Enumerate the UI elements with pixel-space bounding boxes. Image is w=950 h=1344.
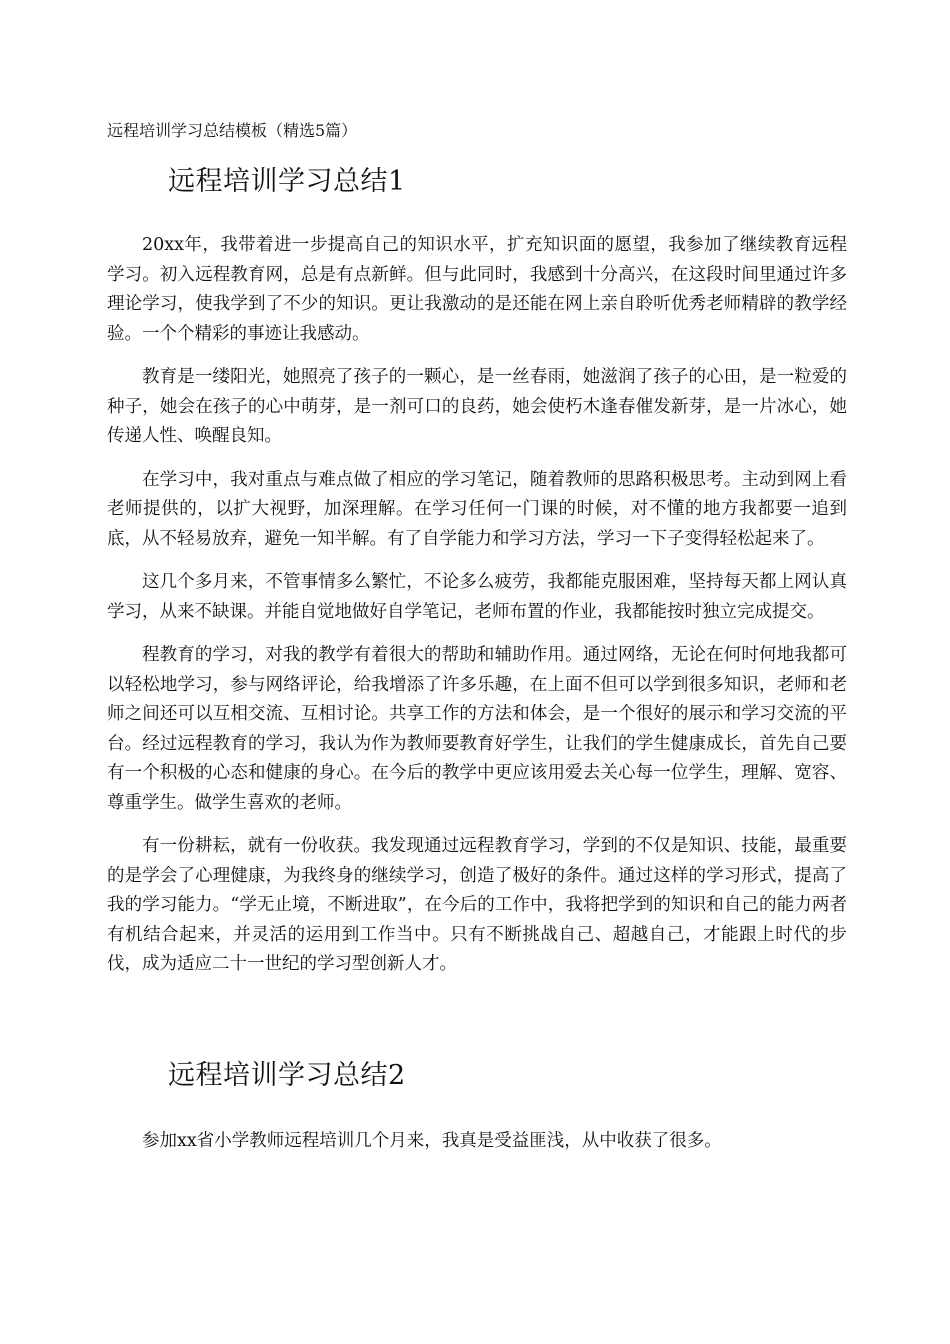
- paragraph: 程教育的学习，对我的教学有着很大的帮助和辅助作用。通过网络，无论在何时何地我都可以轻松地学习，参与网络评论，给我增添了许多乐趣，在上面不但可以学到很多知识，老师和老师之间还可以互相交流、互相讨论。共享工作的方法和体会，是一个很好的展示和学习交流的平台。经过远程教育的学习，我认为作为教师要教育好学生，让我们的学生健康成长，首先自己要有一个积极的心态和健康的身心。在今后的教学中更应该用爱去关心每一位学生，理解、宽容、尊重学生。做学生喜欢的老师。: [107, 645, 847, 813]
- paragraph: 在学习中，我对重点与难点做了相应的学习笔记，随着教师的思路积极思考。主动到网上看老师提供的，以扩大视野，加深理解。在学习任何一门课的时候，对不懂的地方我都要一追到底，从不轻易放弃，避免一知半解。有了自学能力和学习方法，学习一下子变得轻松起来了。: [107, 469, 847, 549]
- paragraph: 教育是一缕阳光，她照亮了孩子的一颗心，是一丝春雨，她滋润了孩子的心田，是一粒爱的种子，她会在孩子的心中萌芽，是一剂可口的良药，她会使朽木逢春催发新芽，是一片冰心，她传递人性、唤醒良知。: [107, 367, 847, 446]
- section-1-body: [107, 231, 847, 994]
- section-2-body: [107, 1127, 847, 1171]
- paragraph: 20xx年，我带着进一步提高自己的知识水平，扩充知识面的愿望，我参加了继续教育远程学习。初入远程教育网，总是有点新鲜。但与此同时，我感到十分高兴，在这段时间里通过许多理论学习，使我学到了不少的知识。更让我激动的是还能在网上亲自聆听优秀老师精辟的教学经验。一个个精彩的事迹让我感动。: [107, 235, 847, 344]
- paragraph: 有一份耕耘，就有一份收获。我发现通过远程教育学习，学到的不仅是知识、技能，最重要的是学会了心理健康，为我终身的继续学习，创造了极好的条件。通过这样的学习形式，提高了我的学习能力。“学无止境，不断进取”，在今后的工作中，我将把学到的知识和自己的能力两者有机结合起来，并灵活的运用到工作当中。只有不断挑战自己、超越自己，才能跟上时代的步伐，成为适应二十一世纪的学习型创新人才。: [107, 836, 847, 974]
- document-title: 远程培训学习总结模板（精选5篇）: [107, 121, 358, 140]
- paragraph: 参加xx省小学教师远程培训几个月来，我真是受益匪浅，从中收获了很多。: [142, 1131, 722, 1151]
- section-heading-1: 远程培训学习总结1: [168, 166, 406, 197]
- paragraph: 这几个多月来，不管事情多么繁忙，不论多么疲劳，我都能克服困难，坚持每天都上网认真学习，从来不缺课。并能自觉地做好自学笔记，老师布置的作业，我都能按时独立完成提交。: [107, 572, 847, 622]
- section-heading-2: 远程培训学习总结2: [168, 1060, 406, 1091]
